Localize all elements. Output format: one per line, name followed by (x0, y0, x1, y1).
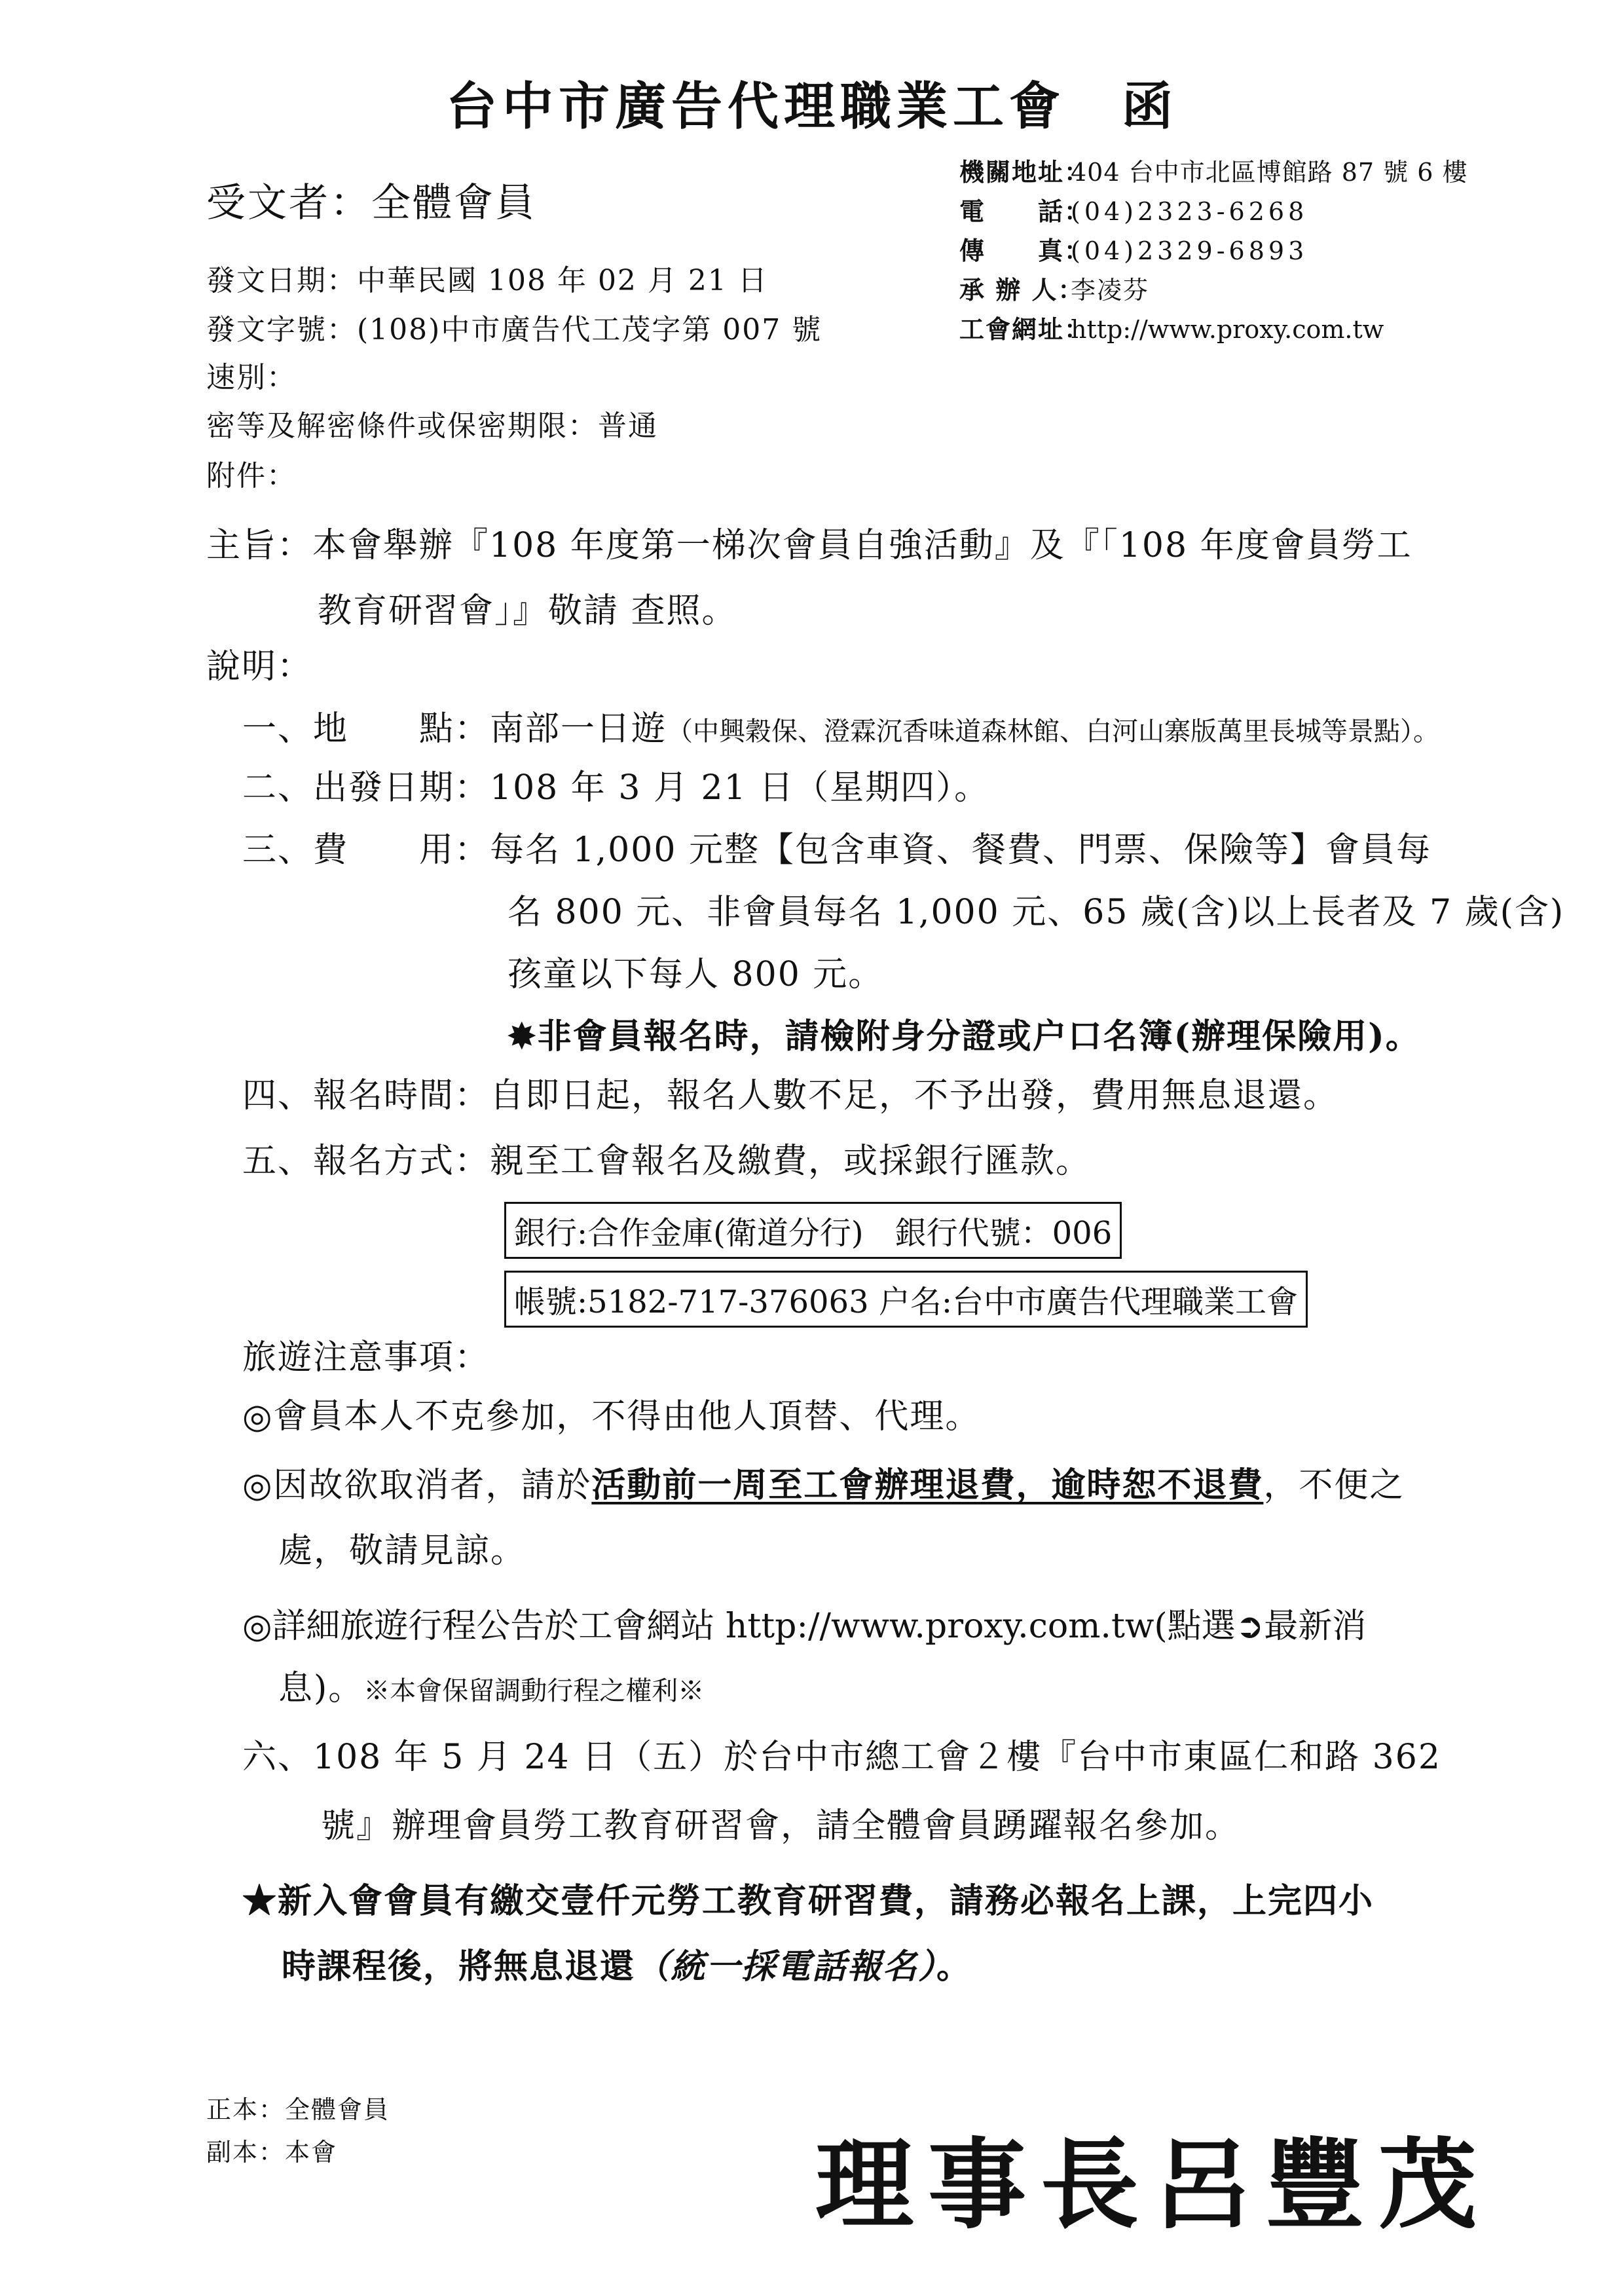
recipient: 受文者：全體會員 (206, 180, 536, 226)
document-title: 台中市廣告代理職業工會 函 (445, 77, 1178, 136)
contact-fax (959, 231, 1308, 267)
item-6-line-2: 號』辦理會員勞工教育研習會，請全體會員踴躍報名參加。 (321, 1806, 1241, 1846)
item-4-label: 四、報名時間： (242, 1076, 490, 1115)
item-1-label: 一、地 點： (242, 709, 490, 749)
note-2-prefix: ◎因故欲取消者，請於 (242, 1466, 592, 1505)
contact-website-label: 工會網址： (959, 314, 1091, 344)
star-note-line-2a: 時課程後，將無息退還 (282, 1947, 636, 1987)
item-4-value: 自即日起，報名人數不足，不予出發，費用無息退還。 (490, 1076, 1339, 1115)
contact-address-value: 404 台中市北區博館路 87 號 6 樓 (1071, 158, 1468, 187)
note-3-disclaimer: ※本會保留調動行程之權利※ (363, 1676, 705, 1706)
note-3-line-2a: 息)。 (278, 1669, 364, 1708)
copy-recipient: 副本：本會 (206, 2138, 338, 2167)
item-5-label: 五、報名方式： (242, 1142, 490, 1181)
item-2 (242, 760, 989, 809)
contact-website (959, 309, 1384, 345)
chairman-signature: 理事長呂豐茂 (815, 2127, 1492, 2243)
bank-info-box: 銀行:合作金庫(衛道分行) 銀行代號：006 (504, 1202, 1122, 1259)
item-2-label: 二、出發日期： (242, 768, 490, 808)
star-note-line-2 (282, 1939, 972, 1988)
subject-line-2: 教育研習會」』敬請 查照。 (318, 591, 737, 631)
note-3-line-2 (278, 1660, 704, 1709)
item-3 (242, 822, 1431, 871)
notes-title: 旅遊注意事項： (242, 1338, 490, 1377)
contact-website-value: http://www.proxy.com.tw (1071, 315, 1384, 344)
speed-field: 速別： (206, 361, 297, 394)
attachment-field: 附件： (206, 459, 297, 493)
secrecy-field: 密等及解密條件或保密期限：普通 (206, 409, 658, 443)
contact-address (959, 152, 1467, 188)
contact-address-label: 機關地址： (959, 157, 1091, 187)
item-3-note: ✸非會員報名時，請檢附身分證或户口名簿(辦理保險用)。 (507, 1017, 1421, 1056)
contact-phone (959, 191, 1308, 227)
star-note-phone-signup: （統一採電話報名） (635, 1947, 937, 1987)
note-2-emphasis: 活動前一周至工會辦理退費，逾時恕不退費 (591, 1465, 1264, 1505)
note-2-line-2: 處，敬請見諒。 (278, 1531, 526, 1571)
item-3-line-3: 孩童以下每人 800 元。 (507, 955, 884, 994)
item-6-line-1: 六、108 年 5 月 24 日（五）於台中市總工會２樓『台中市東區仁和路 362 (242, 1738, 1441, 1777)
item-3-label: 三、費 用： (242, 830, 490, 870)
contact-fax-value: (04)2329-6893 (1071, 236, 1308, 265)
note-2-suffix: ，不便之 (1263, 1466, 1405, 1505)
original-recipient: 正本：全體會員 (206, 2095, 390, 2124)
explain-label: 說明： (206, 647, 313, 686)
contact-handler (959, 270, 1149, 306)
item-1-value: 南部一日遊 (490, 709, 667, 749)
issue-date: 發文日期：中華民國 108 年 02 月 21 日 (206, 264, 768, 297)
note-2 (242, 1457, 1405, 1506)
star-note-line-1: ★新入會會員有繳交壹仟元勞工教育研習費，請務必報名上課，上完四小 (242, 1881, 1375, 1921)
item-3-line-1: 每名 1,000 元整【包含車資、餐費、門票、保險等】會員每 (490, 830, 1431, 870)
subject-line-1: 主旨：本會舉辦『108 年度第一梯次會員自強活動』及『「108 年度會員勞工 (206, 526, 1412, 565)
contact-phone-label: 電 話： (959, 196, 1091, 226)
star-note-line-2c: 。 (936, 1947, 972, 1987)
item-2-value: 108 年 3 月 21 日（星期四）。 (490, 768, 990, 808)
item-5-value: 親至工會報名及繳費，或採銀行匯款。 (490, 1142, 1092, 1181)
note-3-line-1: ◎詳細旅遊行程公告於工會網站 http://www.proxy.com.tw(點選➲最新消 (242, 1607, 1367, 1646)
contact-fax-label: 傳 真： (959, 236, 1091, 265)
document-number: 發文字號：(108)中市廣告代工茂字第 007 號 (206, 313, 822, 346)
note-1: ◎會員本人不克參加，不得由他人頂替、代理。 (242, 1397, 981, 1436)
item-3-line-2: 名 800 元、非會員每名 1,000 元、65 歲(含)以上長者及 7 歲(含) (507, 893, 1565, 932)
item-4 (242, 1068, 1338, 1117)
item-1 (242, 701, 1439, 750)
contact-handler-label: 承 辦 人： (959, 275, 1084, 305)
item-5 (242, 1133, 1091, 1182)
item-1-note: （中興穀保、澄霖沉香味道森林館、白河山寨版萬里長城等景點）。 (667, 717, 1440, 747)
contact-handler-value: 李凌芬 (1071, 276, 1150, 305)
account-info-box: 帳號:5182-717-376063 户名:台中市廣告代理職業工會 (504, 1271, 1308, 1328)
contact-phone-value: (04)2323-6268 (1071, 197, 1308, 226)
